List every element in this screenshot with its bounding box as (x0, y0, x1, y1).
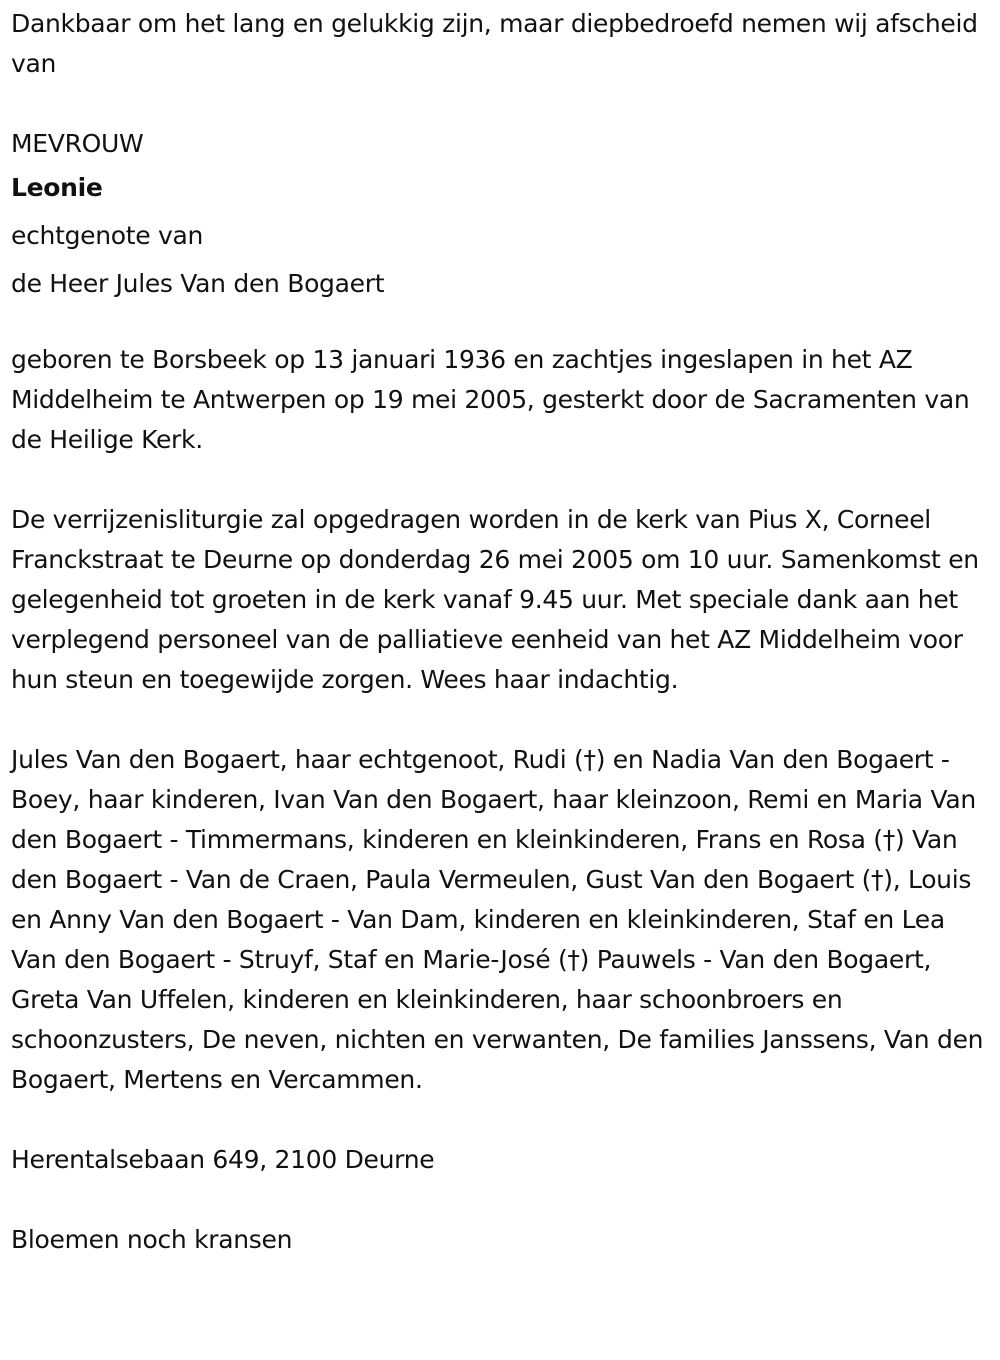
honorific-title: MEVROUW (11, 129, 144, 158)
family-text: Jules Van den Bogaert, haar echtgenoot, Rudi (†) en Nadia Van den Bogaert - Boey, haar kinderen, Ivan Van den Bogaert, haar kleinzoon, Remi en Maria Van den Bogaert - Timmermans, kinderen en kleinkinderen, Frans en Rosa (†) Van den Bogaert - Van de Craen, Paula Vermeulen, Gust Van den Bogaert (†), Louis en Anny Van den Bogaert - Van Dam, kinderen en kleinkinderen, Staf en Lea Van den Bogaert - Struyf, Staf en Marie-José (†) Pauwels - Van den Bogaert, Greta Van Uffelen, kinderen en kleinkinderen, haar schoonbroers en schoonzusters, De neven, nichten en verwanten, De families Janssens, Van den Bogaert, Mertens en Vercammen. (11, 745, 984, 1094)
spacer (11, 84, 991, 124)
spacer (11, 1100, 991, 1140)
spouse-name: de Heer Jules Van den Bogaert (11, 269, 385, 298)
service-text: De verrijzenisliturgie zal opgedragen worden in de kerk van Pius X, Corneel Franckstraat te Deurne op donderdag 26 mei 2005 om 10 uur. Samenkomst en gelegenheid tot groeten in de kerk vanaf 9.45 uur. Met speciale dank aan het verplegend personeel van de palliatieve eenheid van het AZ Middelheim voor hun steun en toegewijde zorgen. Wees haar indachtig. (11, 505, 979, 694)
deceased-name: Leonie (11, 173, 103, 202)
birth-death-text: geboren te Borsbeek op 13 januari 1936 en zachtjes ingeslapen in het AZ Middelheim te Antwerpen op 19 mei 2005, gesterkt door de Sacramenten van de Heilige Kerk. (11, 345, 970, 454)
relation-text: echtgenote van (11, 221, 204, 250)
death-notice (11, 4, 991, 1260)
spacer (11, 1180, 991, 1220)
spacer (11, 460, 991, 500)
spacer (11, 700, 991, 740)
intro-text: Dankbaar om het lang en gelukkig zijn, maar diepbedroefd nemen wij afscheid van (11, 9, 978, 78)
address-text: Herentalsebaan 649, 2100 Deurne (11, 1145, 435, 1174)
flowers-text: Bloemen noch kransen (11, 1225, 293, 1254)
spacer (11, 308, 991, 340)
